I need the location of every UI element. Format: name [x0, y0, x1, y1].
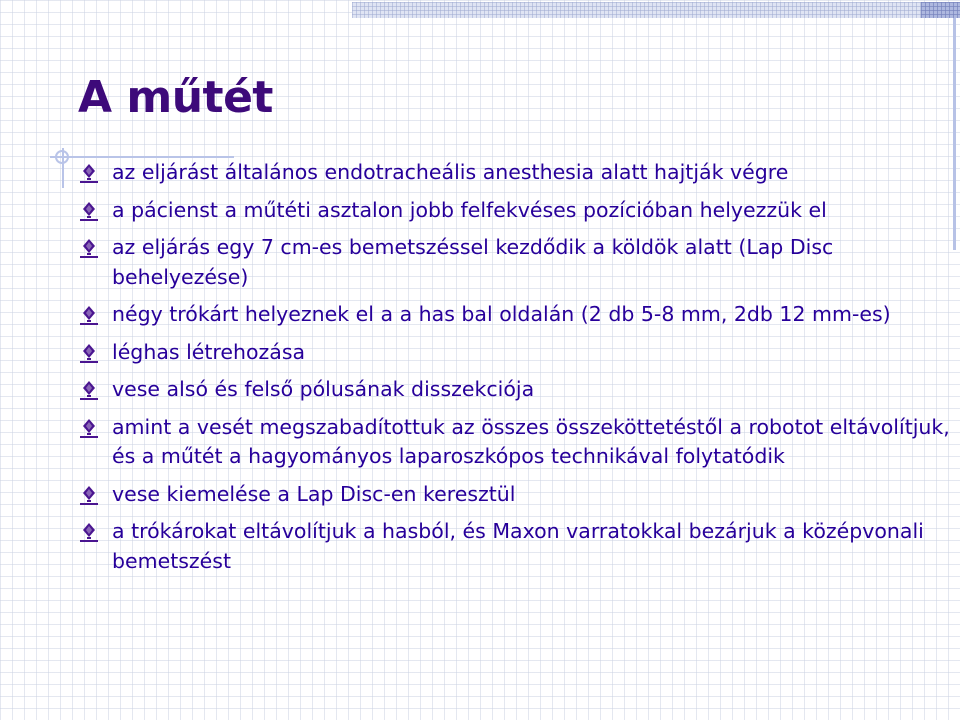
right-decoration-line [953, 18, 956, 250]
bullet-item [80, 196, 950, 226]
bullet-text: amint a vesét megszabadítottuk az összes összeköttetéstől a robotot eltávolítjuk, és a műtét a hagyományos laparoszkópos technikával folytatódik [112, 414, 950, 468]
diamond-lightbulb-icon [80, 238, 98, 258]
bullet-item [80, 300, 950, 330]
diamond-lightbulb-icon [80, 522, 98, 542]
diamond-lightbulb-icon [80, 305, 98, 325]
header-decoration-accent [921, 2, 960, 18]
bullet-text: vese alsó és felső pólusának disszekciója [112, 377, 535, 401]
diamond-lightbulb-icon [80, 343, 98, 363]
slide-title: A műtét [78, 72, 273, 123]
bullet-text: az eljárást általános endotracheális anesthesia alatt hajtják végre [112, 160, 789, 184]
bullet-text: léghas létrehozása [112, 339, 306, 364]
bullet-item [80, 517, 950, 576]
crosshair-decoration-circle [55, 150, 69, 164]
bullet-text: négy trókárt helyeznek el a a has bal oldalán (2 db 5-8 mm, 2db 12 mm-es) [112, 302, 891, 326]
bullet-item [80, 375, 950, 405]
bullet-list [80, 158, 950, 576]
bullet-text: az eljárás egy 7 cm-es bemetszéssel kezdődik a köldök alatt (Lap Disc behelyezése) [112, 235, 834, 289]
bullet-text: vese kiemelése a Lap Disc-en keresztül [112, 481, 516, 506]
bullet-item [80, 338, 950, 368]
bullet-item [80, 413, 950, 472]
diamond-lightbulb-icon [80, 163, 98, 183]
bullet-text: a trókárokat eltávolítjuk a hasból, és Maxon varratokkal bezárjuk a középvonali bemetszést [112, 519, 924, 573]
bullet-text: a pácienst a műtéti asztalon jobb felfekvéses pozícióban helyezzük el [112, 197, 827, 222]
bullet-item [80, 158, 950, 188]
diamond-lightbulb-icon [80, 485, 98, 505]
diamond-lightbulb-icon [80, 380, 98, 400]
header-decoration-bar [352, 2, 960, 18]
bullet-item [80, 480, 950, 510]
diamond-lightbulb-icon [80, 201, 98, 221]
diamond-lightbulb-icon [80, 418, 98, 438]
bullet-item [80, 233, 950, 292]
